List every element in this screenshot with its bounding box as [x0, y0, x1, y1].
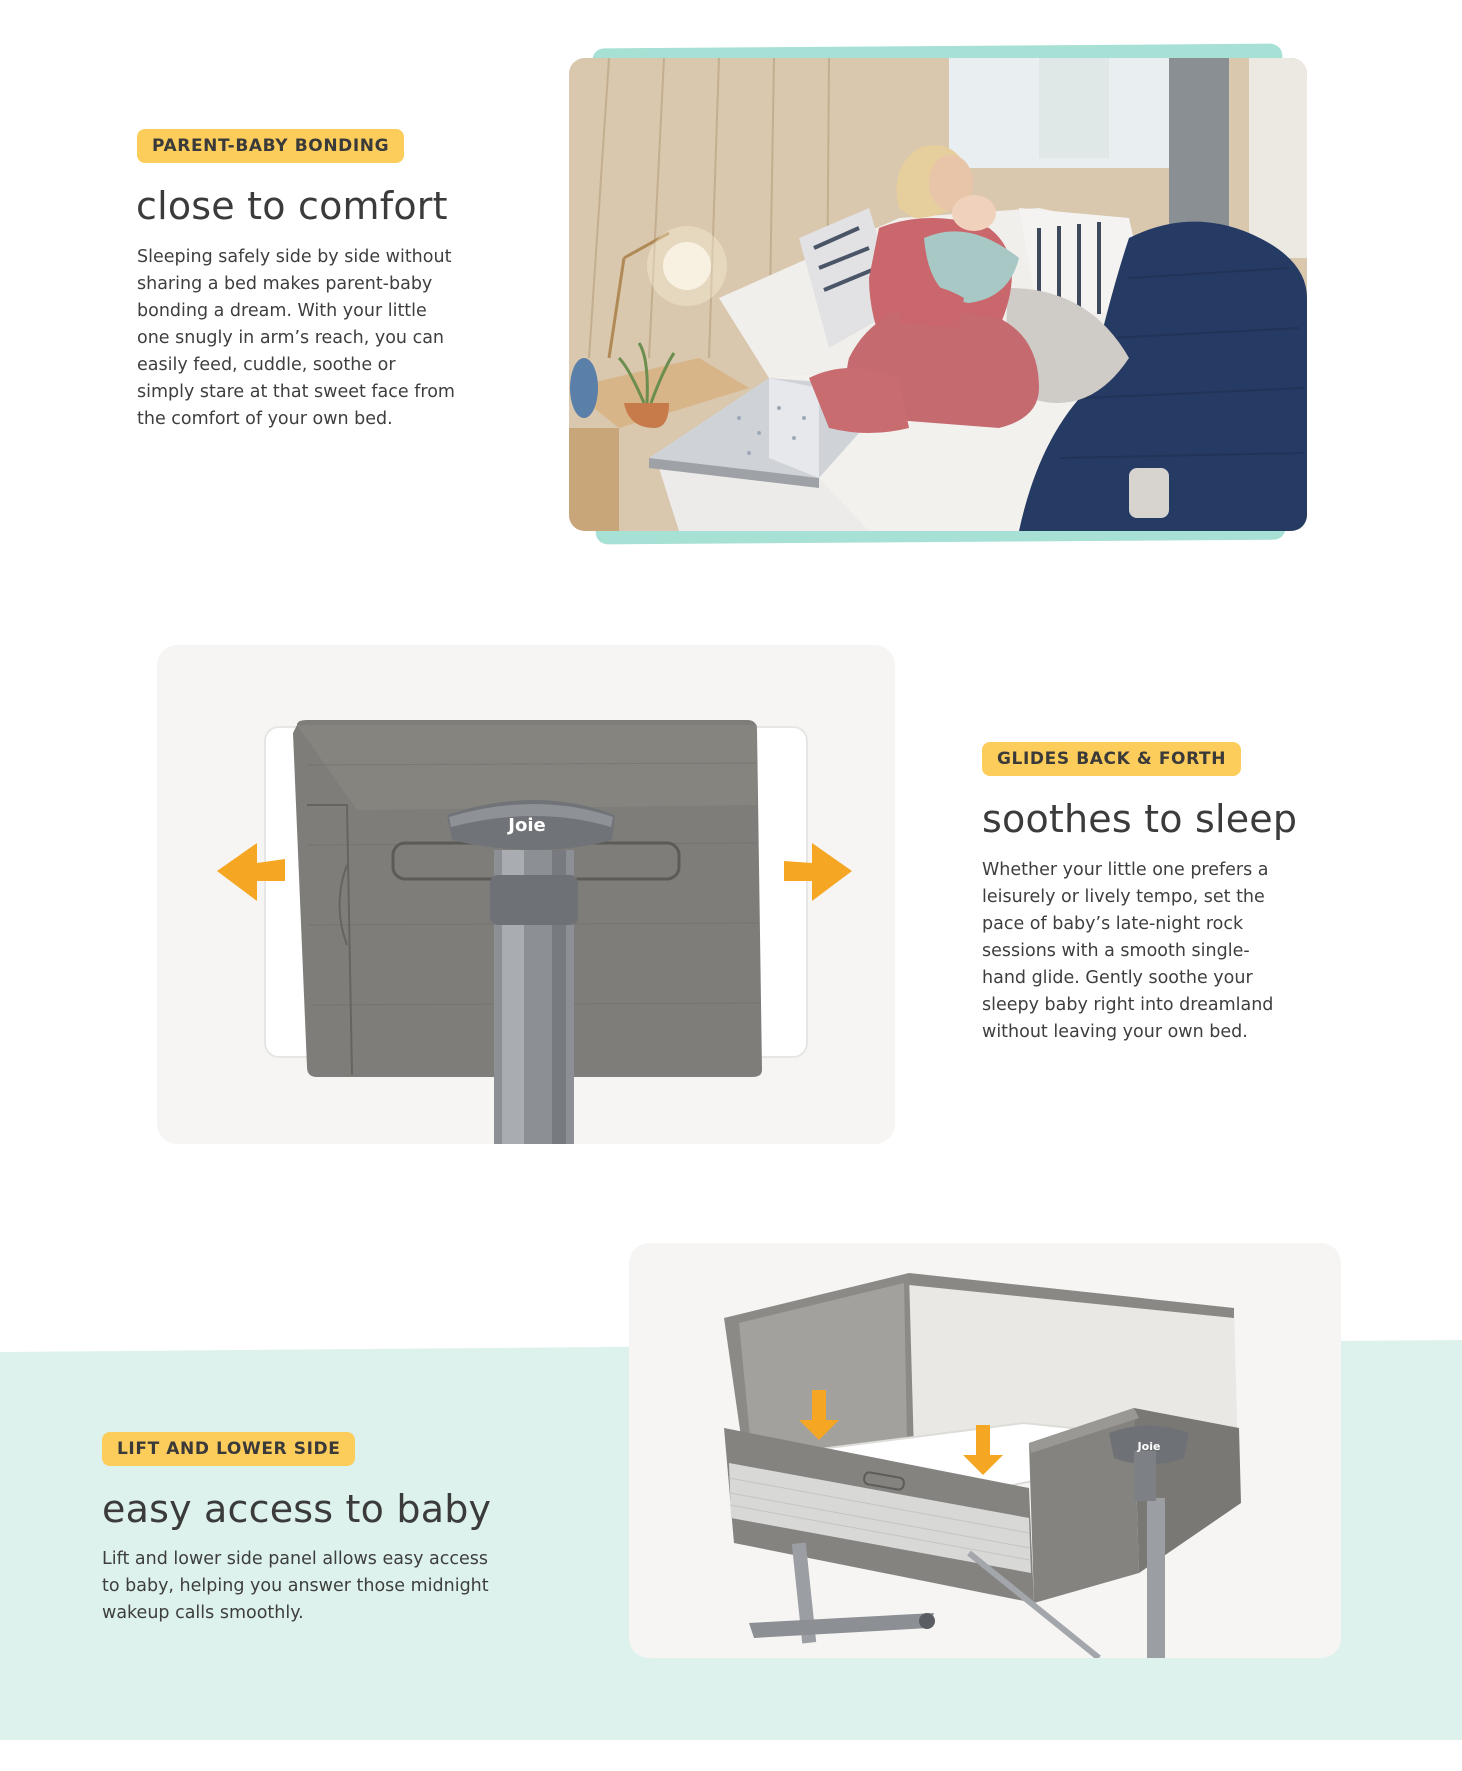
feature-badge: PARENT-BABY BONDING	[137, 129, 404, 163]
brand-logo: Joie	[508, 815, 546, 836]
bassinet-glide-illustration	[157, 645, 895, 1144]
feature-heading: easy access to baby	[102, 1487, 492, 1531]
feature-description: Lift and lower side panel allows easy access to baby, helping you answer those midnight wakeup calls smoothly.	[102, 1549, 489, 1623]
feature-badge: GLIDES BACK & FORTH	[982, 742, 1241, 776]
feature-description: Sleeping safely side by side without sharing a bed makes parent-baby bonding a dream. With your little one snugly in arm’s reach, you can easily feed, cuddle, soothe or simply stare at that sweet face from the comfort of your own bed.	[137, 247, 455, 429]
brand-logo: Joie	[1137, 1440, 1161, 1453]
mother-and-baby-photo	[569, 58, 1307, 531]
feature-heading: soothes to sleep	[982, 797, 1298, 841]
feature-badge: LIFT AND LOWER SIDE	[102, 1432, 355, 1466]
feature-description: Whether your little one prefers a leisurely or lively tempo, set the pace of baby’s late-night rock sessions with a smooth single-hand glide. Gently soothe your sleepy baby right into dreamland without leaving your own bed.	[982, 860, 1274, 1042]
feature-heading: close to comfort	[136, 184, 448, 228]
bassinet-side-panel-illustration	[629, 1243, 1341, 1658]
